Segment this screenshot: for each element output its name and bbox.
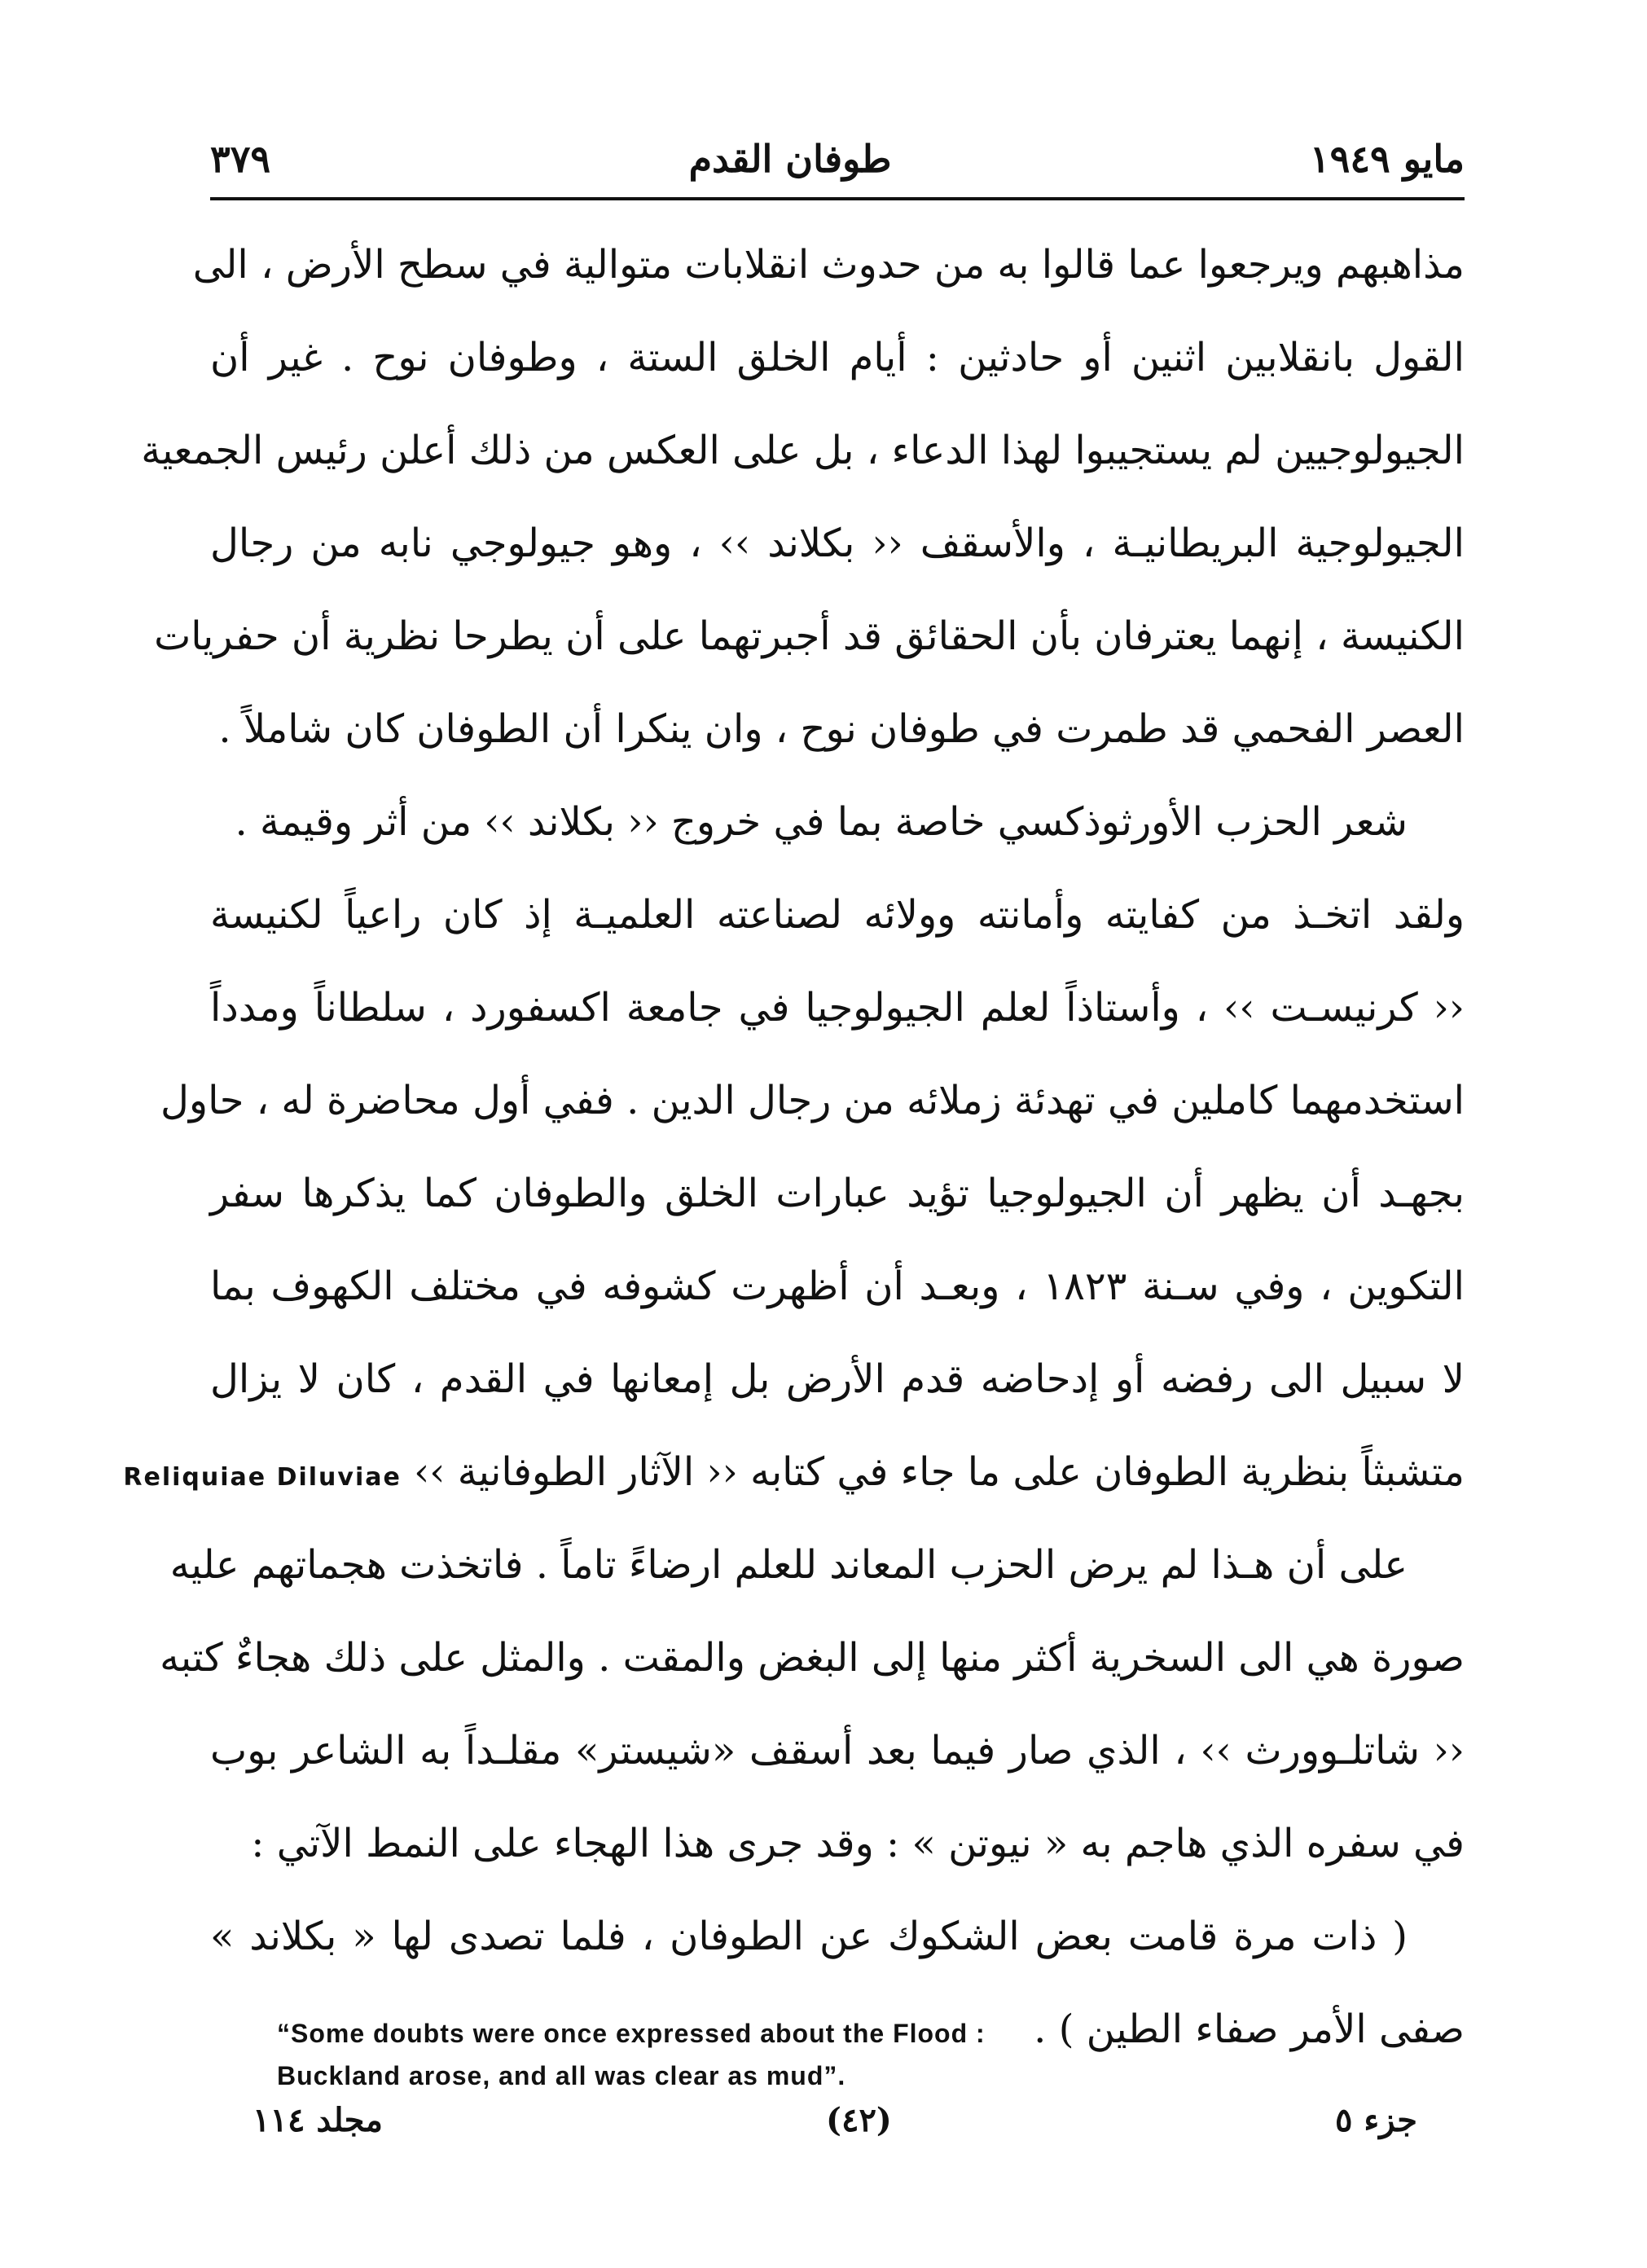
text-line: في سفره الذي هاجم به « نيوتن » : وقد جرى هذا الهجاء على النمط الآتي : xyxy=(251,1821,1465,1866)
english-quote xyxy=(277,2012,1173,2097)
header-month: مايو ١٩٤٩ xyxy=(1309,137,1465,181)
text-line-with-latin xyxy=(123,1426,1465,1519)
text-line: الجيولوجية البريطانيـة ، والأسقف ‹‹ بكلاند ›› ، وهو جيولوجي نابه من رجال xyxy=(210,521,1465,566)
text-line: الجيولوجيين لم يستجيبوا لهذا الدعاء ، بل على العكس من ذلك أعلن رئيس الجمعية xyxy=(141,428,1465,473)
text-line: استخدمهما كاملين في تهدئة زملائه من رجال الدين . ففي أول محاضرة له ، حاول xyxy=(160,1078,1465,1123)
text-line: العصر الفحمي قد طمرت في طوفان نوح ، وان ينكرا أن الطوفان كان شاملاً . xyxy=(218,706,1465,752)
header-title: طوفان القدم xyxy=(688,137,892,181)
text-line: التكوين ، وفي سـنة ١٨٢٣ ، وبعـد أن أظهرت كشوفه في مختلف الكهوف بما xyxy=(210,1264,1465,1309)
text-line: لا سبيل الى رفضه أو إدحاضه قدم الأرض بل إمعانها في القدم ، كان لا يزال xyxy=(210,1356,1465,1402)
quote-line-1: “Some doubts were once expressed about the Flood : xyxy=(277,2019,986,2048)
text-line: ولقد اتخـذ من كفايته وأمانته وولائه لصناعته العلميـة إذ كان راعياً لكنيسة xyxy=(210,892,1465,938)
reliquiae-latin: Reliquiae Diluviae xyxy=(123,1463,402,1492)
text-line: صفى الأمر صفاء الطين ) . xyxy=(1034,2006,1465,2052)
quote-line-2: Buckland arose, and all was clear as mud”. xyxy=(277,2061,846,2090)
text-line: الكنيسة ، إنهما يعترفان بأن الحقائق قد أجبرتهما على أن يطرحا نظرية أن حفريات xyxy=(154,613,1465,659)
footer-part: جزء ٥ xyxy=(1334,2100,1417,2139)
text-line: مذاهبهم ويرجعوا عما قالوا به من حدوث انقلابات متوالية في سطح الأرض ، الى xyxy=(192,242,1465,288)
text-line: بجهـد أن يظهر أن الجيولوجيا تؤيد عبارات الخلق والطوفان كما يذكرها سفر xyxy=(210,1171,1465,1216)
text-line: القول بانقلابين اثنين أو حادثين : أيام الخلق الستة ، وطوفان نوح . غير أن xyxy=(210,335,1465,380)
header-rule xyxy=(210,197,1465,200)
reliquiae-arabic: متشبثاً بنظرية الطوفان على ما جاء في كتابه ‹‹ الآثار الطوفانية ›› xyxy=(414,1449,1465,1495)
footer-volume: مجلد ١١٤ xyxy=(253,2100,383,2139)
text-line: ( ذات مرة قامت بعض الشكوك عن الطوفان ، فلما تصدى لها « بكلاند » xyxy=(210,1914,1408,1959)
footer-sheet: (٤٢) xyxy=(826,2100,892,2139)
text-line: شعر الحزب الأورثوذكسي خاصة بما في خروج ‹‹ بكلاند ›› من أثر وقيمة . xyxy=(235,799,1408,845)
header-page-number: ٣٧٩ xyxy=(210,137,271,181)
text-line: صورة هي الى السخرية أكثر منها إلى البغض والمقت . والمثل على ذلك هجاءٌ كتبه xyxy=(160,1635,1465,1681)
text-line: ‹‹ كرنيسـت ›› ، وأستاذاً لعلم الجيولوجيا في جامعة اكسفورد ، سلطاناً ومدداً xyxy=(210,985,1465,1031)
body-text xyxy=(123,218,1465,2076)
page-footer xyxy=(253,2095,1417,2144)
text-line: على أن هـذا لم يرض الحزب المعاند للعلم ارضاءً تاماً . فاتخذت هجماتهم عليه xyxy=(169,1542,1408,1588)
text-line: ‹‹ شاتلـوورث ›› ، الذي صار فيما بعد أسقف «شيستر» مقلـداً به الشاعر بوب xyxy=(210,1728,1465,1774)
running-header xyxy=(210,122,1465,196)
